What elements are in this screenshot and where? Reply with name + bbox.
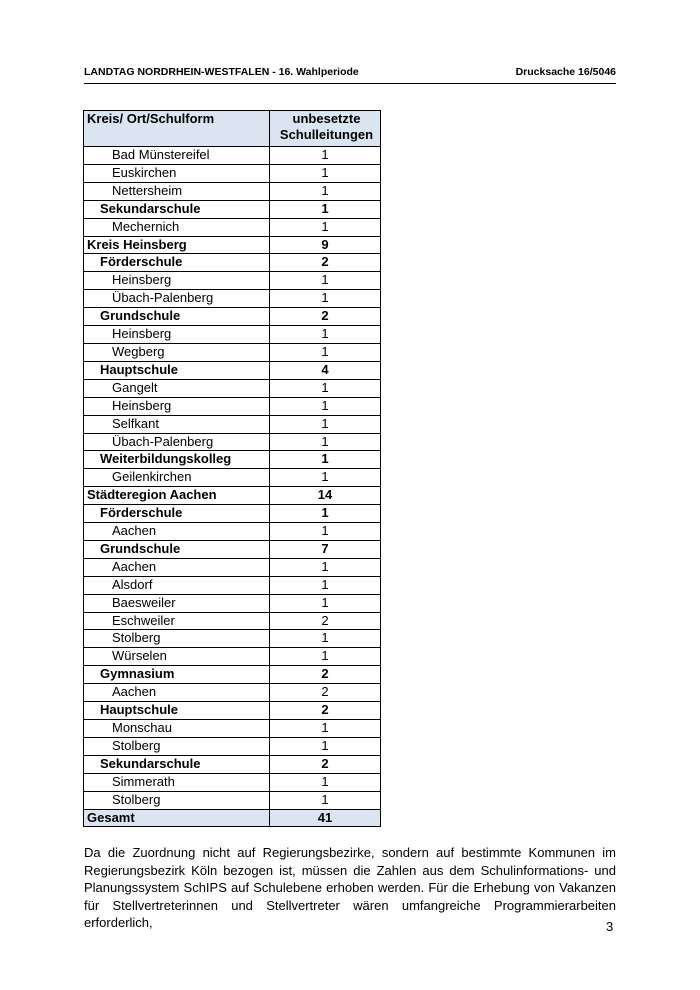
row-value: 1 <box>270 379 381 397</box>
row-label: Übach-Palenberg <box>84 290 270 308</box>
row-label: Mechernich <box>84 218 270 236</box>
municipality-row <box>84 648 381 666</box>
row-label: Hauptschule <box>84 361 270 379</box>
row-value: 1 <box>270 451 381 469</box>
row-label: Heinsberg <box>84 326 270 344</box>
row-value: 1 <box>270 290 381 308</box>
row-value: 1 <box>270 737 381 755</box>
municipality-row <box>84 594 381 612</box>
row-label: Stolberg <box>84 737 270 755</box>
row-label: Sekundarschule <box>84 755 270 773</box>
row-label: Bad Münstereifel <box>84 147 270 165</box>
row-label: Monschau <box>84 720 270 738</box>
municipality-row <box>84 182 381 200</box>
municipality-row <box>84 272 381 290</box>
total-row <box>84 809 381 827</box>
row-label: Kreis Heinsberg <box>84 236 270 254</box>
municipality-row <box>84 737 381 755</box>
municipality-row <box>84 397 381 415</box>
municipality-row <box>84 147 381 165</box>
school-type-row <box>84 755 381 773</box>
row-label: Gangelt <box>84 379 270 397</box>
municipality-row <box>84 415 381 433</box>
municipality-row <box>84 630 381 648</box>
row-value: 1 <box>270 630 381 648</box>
row-label: Weiterbildungskolleg <box>84 451 270 469</box>
municipality-row <box>84 326 381 344</box>
municipality-row <box>84 290 381 308</box>
row-value: 1 <box>270 523 381 541</box>
row-value: 9 <box>270 236 381 254</box>
row-label: Grundschule <box>84 308 270 326</box>
table-header-row <box>84 111 381 147</box>
row-label: Städteregion Aachen <box>84 487 270 505</box>
row-value: 1 <box>270 720 381 738</box>
row-value: 2 <box>270 308 381 326</box>
row-label: Alsdorf <box>84 576 270 594</box>
row-value: 2 <box>270 755 381 773</box>
row-value: 1 <box>270 558 381 576</box>
municipality-row <box>84 523 381 541</box>
page-header <box>84 66 616 82</box>
municipality-row <box>84 558 381 576</box>
row-value: 4 <box>270 361 381 379</box>
row-value: 2 <box>270 684 381 702</box>
row-value: 2 <box>270 666 381 684</box>
row-value: 1 <box>270 469 381 487</box>
row-value: 1 <box>270 648 381 666</box>
school-type-row <box>84 254 381 272</box>
row-label: Sekundarschule <box>84 200 270 218</box>
row-value: 2 <box>270 612 381 630</box>
municipality-row <box>84 218 381 236</box>
municipality-row <box>84 164 381 182</box>
header-title: LANDTAG NORDRHEIN-WESTFALEN - 16. Wahlperiode <box>84 66 359 78</box>
row-label: Grundschule <box>84 540 270 558</box>
row-value: 1 <box>270 164 381 182</box>
school-type-row <box>84 451 381 469</box>
row-label: Stolberg <box>84 630 270 648</box>
row-label: Euskirchen <box>84 164 270 182</box>
row-label: Heinsberg <box>84 397 270 415</box>
district-row <box>84 487 381 505</box>
school-type-row <box>84 200 381 218</box>
row-label: Stolberg <box>84 791 270 809</box>
page-number: 3 <box>606 919 614 934</box>
school-type-row <box>84 308 381 326</box>
row-label: Eschweiler <box>84 612 270 630</box>
column-header-vacancies: unbesetzte Schulleitungen <box>270 111 381 147</box>
row-label: Selfkant <box>84 415 270 433</box>
municipality-row <box>84 720 381 738</box>
row-label: Heinsberg <box>84 272 270 290</box>
row-label: Aachen <box>84 558 270 576</box>
municipality-row <box>84 343 381 361</box>
municipality-row <box>84 433 381 451</box>
row-value: 1 <box>270 218 381 236</box>
total-label: Gesamt <box>84 809 270 827</box>
municipality-row <box>84 576 381 594</box>
row-label: Gymnasium <box>84 666 270 684</box>
row-label: Aachen <box>84 684 270 702</box>
row-value: 1 <box>270 182 381 200</box>
municipality-row <box>84 612 381 630</box>
row-value: 2 <box>270 254 381 272</box>
row-value: 1 <box>270 147 381 165</box>
row-value: 1 <box>270 415 381 433</box>
row-value: 7 <box>270 540 381 558</box>
municipality-row <box>84 684 381 702</box>
municipality-row <box>84 773 381 791</box>
header-divider <box>84 83 616 84</box>
row-value: 1 <box>270 397 381 415</box>
row-label: Nettersheim <box>84 182 270 200</box>
school-type-row <box>84 540 381 558</box>
row-label: Wegberg <box>84 343 270 361</box>
row-value: 1 <box>270 343 381 361</box>
row-label: Baesweiler <box>84 594 270 612</box>
municipality-row <box>84 379 381 397</box>
school-type-row <box>84 505 381 523</box>
row-label: Förderschule <box>84 505 270 523</box>
row-label: Aachen <box>84 523 270 541</box>
row-label: Hauptschule <box>84 702 270 720</box>
row-value: 1 <box>270 594 381 612</box>
row-value: 1 <box>270 576 381 594</box>
vacancies-table <box>83 110 381 827</box>
school-type-row <box>84 702 381 720</box>
row-value: 2 <box>270 702 381 720</box>
row-value: 1 <box>270 272 381 290</box>
school-type-row <box>84 361 381 379</box>
row-value: 1 <box>270 791 381 809</box>
district-row <box>84 236 381 254</box>
header-document-number: Drucksache 16/5046 <box>515 66 616 78</box>
school-type-row <box>84 666 381 684</box>
row-label: Würselen <box>84 648 270 666</box>
row-value: 1 <box>270 326 381 344</box>
body-paragraph: Da die Zuordnung nicht auf Regierungsbezirke, sondern auf bestimmte Kommunen im Regierungsbezirk Köln bezogen ist, müssen die Zahlen aus dem Schulinformations- und Planungssystem SchIPS auf Schulebene erhoben werden. Für die Erhebung von Vakanzen für Stellvertreterinnen und Stellvertreter wären umfangreiche Programmierarbeiten erforderlich, <box>84 845 616 930</box>
total-value: 41 <box>270 809 381 827</box>
row-label: Simmerath <box>84 773 270 791</box>
row-value: 1 <box>270 433 381 451</box>
municipality-row <box>84 469 381 487</box>
row-value: 14 <box>270 487 381 505</box>
column-header-location: Kreis/ Ort/Schulform <box>84 111 270 147</box>
row-label: Übach-Palenberg <box>84 433 270 451</box>
row-label: Geilenkirchen <box>84 469 270 487</box>
municipality-row <box>84 791 381 809</box>
table-body <box>84 147 381 810</box>
row-value: 1 <box>270 773 381 791</box>
row-value: 1 <box>270 200 381 218</box>
row-label: Förderschule <box>84 254 270 272</box>
row-value: 1 <box>270 505 381 523</box>
